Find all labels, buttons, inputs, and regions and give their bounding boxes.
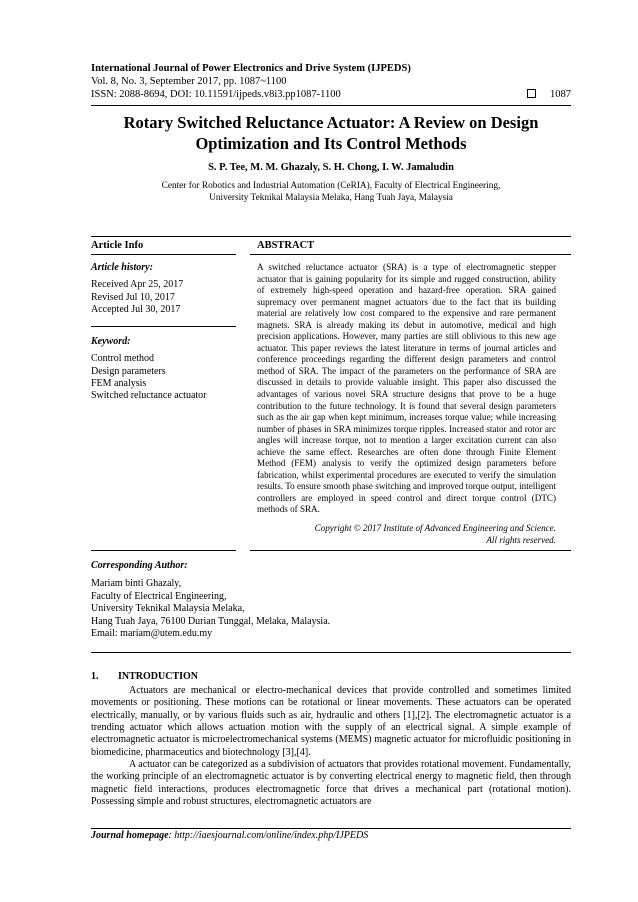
history-revised: Revised Jul 10, 2017 <box>91 291 175 303</box>
paper-title <box>91 112 571 154</box>
corresponding-bottom-rule <box>91 652 571 653</box>
copyright <box>257 522 556 546</box>
article-info-rule <box>91 254 236 255</box>
journal-name: International Journal of Power Electronics and Drive System (IJPEDS) <box>91 63 411 74</box>
keywords <box>91 336 236 402</box>
introduction-body <box>91 685 571 808</box>
copyright-line-1: Copyright © 2017 Institute of Advanced Engineering and Science. <box>314 523 556 533</box>
abstract-text: A switched reluctance actuator (SRA) is a type of electromagnetic stepper actuator that is gaining popularity for its simple and rugged construction, ability of extremely high-speed operation and hazard-free operation. SRA gained supremacy over permanent magnet actuators due to the fact that its building material are relatively low cost compared to the expensive and rare permanent magnets. SRA is already making its debut in automotive, medical and high precision applications. However, many parties are still oblivious to this new age actuator. This paper reviews the latest literature in terms of journal articles and conference proceedings regarding the different design parameters and control method of SRA. The impact of the parameters on the performance of SRA are discussed in details to provide valuable insight. This paper also discussed the advantages of various novel SRA structure designs that prove to be a huge contribution to the future technology. It is found that several design parameters such as the air gap when kept minimum, increases torque value; while increasing number of phases in SRA minimizes torque ripples. Increased stator and rotor arc angles will increase torque, not to mention a larger excitation current can also achieve the same effect. Researches are often done through Finite Element Method (FEM) analysis to verify the optimized design parameters before fabrication, whilst experimental procedures are executed to verify the simulation results. To ensure smooth phase switching and improved torque output, intelligent controllers are employed in speed control and direct torque control (DTC) methods of SRA. <box>257 262 556 515</box>
abstract-rule <box>250 254 571 255</box>
corresponding-line: Mariam binti Ghazaly, <box>91 578 182 590</box>
title-line-2: Optimization and Its Control Methods <box>195 134 467 153</box>
title-line-1: Rotary Switched Reluctance Actuator: A Review on Design <box>123 113 539 132</box>
affiliation-line-2: University Teknikal Malaysia Melaka, Hang Tuah Jaya, Malaysia <box>209 193 453 203</box>
history-received: Received Apr 25, 2017 <box>91 279 184 291</box>
issn-row <box>91 88 571 101</box>
corresponding-email: Email: mariam@utem.edu.my <box>91 628 213 640</box>
paragraph-1: Actuators are mechanical or electro-mechanical devices that provide controlled and sometimes limited movements or positioning. These motions can be rotational or linear movements. These actuators can be operated electrically, manually, or by various fluids such as air, hydraulic and others [1],[2]. The electromagnetic actuator is a trending actuator which allows actuation motion with the supply of an electrical signal. A simple example of electromagnetic actuator is microelectromechanical systems (MEMS) magnetic actuator for microfluidic positioning in biomedicine, pharmaceutics and biotechnology [3],[4]. <box>91 685 571 758</box>
journal-homepage-link[interactable]: http://iaesjournal.com/online/index.php/IJPEDS <box>174 830 369 841</box>
checkbox-square-icon <box>527 89 536 98</box>
abstract-heading: ABSTRACT <box>257 240 315 251</box>
authors: S. P. Tee, M. M. Ghazaly, S. H. Chong, I. W. Jamaludin <box>208 162 454 173</box>
history-label: Article history: <box>91 262 153 273</box>
section-title: INTRODUCTION <box>118 671 199 682</box>
keyword-rule <box>91 326 236 327</box>
info-bottom-rule-left <box>91 550 236 551</box>
footer-label: Journal homepage <box>91 830 169 841</box>
corresponding-author <box>91 560 571 640</box>
paragraph-2: A actuator can be categorized as a subdivision of actuators that provides rotational movement. Fundamentally, the working principle of an electromagnetic actuator is by converting electrical energy to magnetic field, then through magnetic field interactions, produces electromagnetic force that drives a mechanical part (rotational motion). Possessing simple and robust structures, electromagnetic actuators are <box>91 759 571 808</box>
issn-line: ISSN: 2088-8694, DOI: 10.11591/ijpeds.v8i3.pp1087-1100 <box>91 89 341 100</box>
corresponding-label: Corresponding Author: <box>91 560 188 571</box>
keyword-label: Keyword: <box>91 336 131 347</box>
info-top-rule <box>91 236 571 237</box>
section-heading-introduction <box>91 671 198 682</box>
header-rule <box>91 105 571 106</box>
corresponding-line: Faculty of Electrical Engineering, <box>91 590 227 602</box>
page-number: 1087 <box>550 89 571 100</box>
keyword-item: Control method <box>91 353 155 365</box>
corresponding-line: University Teknikal Malaysia Melaka, <box>91 603 245 615</box>
info-bottom-rule-right <box>250 550 571 551</box>
copyright-line-2: All rights reserved. <box>486 535 556 545</box>
affiliation <box>91 180 571 204</box>
footer-rule <box>91 828 571 829</box>
journal-header <box>91 62 571 101</box>
volume-line: Vol. 8, No. 3, September 2017, pp. 1087~1100 <box>91 76 287 87</box>
article-info-heading: Article Info <box>91 240 144 251</box>
keyword-item: Design parameters <box>91 365 166 377</box>
history-accepted: Accepted Jul 30, 2017 <box>91 303 181 315</box>
footer: Journal homepage: http://iaesjournal.com/online/index.php/IJPEDS <box>91 830 369 841</box>
section-number: 1. <box>91 671 99 682</box>
corresponding-line: Hang Tuah Jaya, 76100 Durian Tunggal, Melaka, Malaysia. <box>91 615 331 627</box>
keyword-item: Switched reluctance actuator <box>91 390 207 402</box>
page-number-block <box>527 88 571 101</box>
affiliation-line-1: Center for Robotics and Industrial Automation (CeRIA), Faculty of Electrical Engineering, <box>161 181 501 191</box>
article-history <box>91 262 236 316</box>
keyword-item: FEM analysis <box>91 377 147 389</box>
